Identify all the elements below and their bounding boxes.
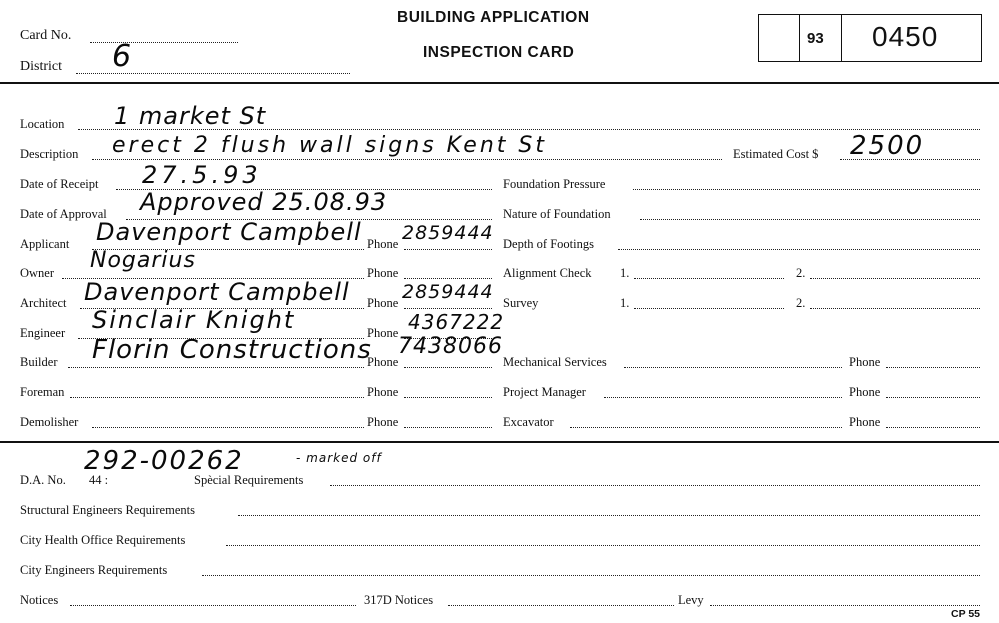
survey-field-2[interactable] [810, 308, 980, 309]
builder-phone-value: 7438066 [398, 334, 503, 359]
health-requirements-label: City Health Office Requirements [20, 533, 186, 547]
notices-label: Notices [20, 593, 59, 607]
foreman-label: Foreman [20, 385, 65, 399]
engineer-phone-value: 4367222 [408, 310, 505, 334]
foundation-pressure-field[interactable] [633, 189, 980, 190]
district-value: 6 [112, 39, 133, 74]
notices-317d-field[interactable] [448, 605, 674, 606]
architect-label: Architect [20, 296, 67, 310]
date-receipt-value: 27.5.93 [142, 161, 262, 189]
city-engineers-field[interactable] [202, 575, 980, 576]
demolisher-field[interactable] [92, 427, 364, 428]
depth-footings-field[interactable] [618, 249, 980, 250]
form-code: CP 55 [951, 608, 980, 620]
district-label: District [20, 59, 62, 74]
architect-phone-label: Phone [367, 296, 399, 310]
levy-field[interactable] [710, 605, 980, 606]
engineer-label: Engineer [20, 326, 66, 340]
demolisher-phone-label: Phone [367, 415, 399, 429]
notices-317d-label: 317D Notices [364, 593, 434, 607]
applicant-value: Davenport Campbell [96, 218, 362, 246]
card-number-value: 0450 [872, 21, 939, 52]
section-divider [0, 441, 999, 443]
mechanical-phone-label: Phone [849, 355, 881, 369]
year-box-value: 93 [807, 30, 824, 47]
description-field[interactable] [92, 159, 722, 160]
excavator-label: Excavator [503, 415, 554, 429]
estimated-cost-value: 2500 [850, 131, 925, 161]
alignment-item-1: 1. [620, 266, 630, 280]
applicant-phone-field[interactable] [404, 249, 492, 250]
mechanical-services-label: Mechanical Services [503, 355, 607, 369]
excavator-phone-field[interactable] [886, 427, 980, 428]
foreman-phone-field[interactable] [404, 397, 492, 398]
alignment-field-2[interactable] [810, 278, 980, 279]
nature-foundation-label: Nature of Foundation [503, 207, 611, 221]
owner-phone-field[interactable] [404, 278, 492, 279]
special-requirements-label: Spècial Requirements [194, 473, 304, 487]
date-receipt-label: Date of Receipt [20, 177, 99, 191]
foreman-phone-label: Phone [367, 385, 399, 399]
builder-value: Florin Constructions [92, 335, 372, 365]
location-label: Location [20, 117, 65, 131]
levy-label: Levy [678, 593, 704, 607]
mechanical-services-field[interactable] [624, 367, 842, 368]
estimated-cost-label: Estimated Cost $ [733, 147, 819, 161]
architect-phone-field[interactable] [404, 308, 492, 309]
health-requirements-field[interactable] [226, 545, 980, 546]
builder-phone-field[interactable] [404, 367, 492, 368]
notices-field[interactable] [70, 605, 356, 606]
builder-label: Builder [20, 355, 58, 369]
card-number-box [758, 14, 982, 62]
project-manager-label: Project Manager [503, 385, 586, 399]
survey-label: Survey [503, 296, 539, 310]
applicant-phone-value: 2859444 [402, 222, 494, 244]
da-no-label: D.A. No. [20, 473, 66, 487]
excavator-phone-label: Phone [849, 415, 881, 429]
architect-value: Davenport Campbell [84, 278, 350, 306]
owner-value: Nogarius [90, 248, 196, 273]
nature-foundation-field[interactable] [640, 219, 980, 220]
foreman-field[interactable] [70, 397, 364, 398]
owner-phone-label: Phone [367, 266, 399, 280]
city-engineers-label: City Engineers Requirements [20, 563, 168, 577]
special-requirements-field[interactable] [330, 485, 980, 486]
structural-requirements-label: Structural Engineers Requirements [20, 503, 195, 517]
date-approval-label: Date of Approval [20, 207, 107, 221]
alignment-field-1[interactable] [634, 278, 784, 279]
architect-phone-value: 2859444 [402, 281, 494, 303]
title-line-1: BUILDING APPLICATION [397, 9, 590, 26]
title-line-2: INSPECTION CARD [423, 44, 575, 61]
da-no-value: 44 : [89, 473, 109, 487]
survey-item-1: 1. [620, 296, 630, 310]
demolisher-phone-field[interactable] [404, 427, 492, 428]
engineer-phone-label: Phone [367, 326, 399, 340]
engineer-value: Sinclair Knight [92, 306, 296, 334]
description-label: Description [20, 147, 79, 161]
foundation-pressure-label: Foundation Pressure [503, 177, 606, 191]
da-handwritten-number: 292-00262 [84, 446, 244, 476]
survey-field-1[interactable] [634, 308, 784, 309]
description-value: erect 2 flush wall signs Kent St [112, 133, 547, 158]
builder-field[interactable] [68, 367, 364, 368]
card-no-label: Card No. [20, 28, 72, 43]
project-manager-field[interactable] [604, 397, 842, 398]
depth-footings-label: Depth of Footings [503, 237, 594, 251]
applicant-label: Applicant [20, 237, 70, 251]
alignment-item-2: 2. [796, 266, 806, 280]
location-value: 1 market St [114, 102, 267, 130]
excavator-field[interactable] [570, 427, 842, 428]
applicant-phone-label: Phone [367, 237, 399, 251]
date-approval-value: Approved 25.08.93 [140, 188, 388, 216]
demolisher-label: Demolisher [20, 415, 79, 429]
project-manager-phone-field[interactable] [886, 397, 980, 398]
alignment-check-label: Alignment Check [503, 266, 592, 280]
header-divider [0, 82, 999, 84]
survey-item-2: 2. [796, 296, 806, 310]
project-manager-phone-label: Phone [849, 385, 881, 399]
structural-requirements-field[interactable] [238, 515, 980, 516]
owner-label: Owner [20, 266, 55, 280]
builder-phone-label: Phone [367, 355, 399, 369]
da-handwritten-note: - marked off [296, 451, 382, 465]
mechanical-phone-field[interactable] [886, 367, 980, 368]
